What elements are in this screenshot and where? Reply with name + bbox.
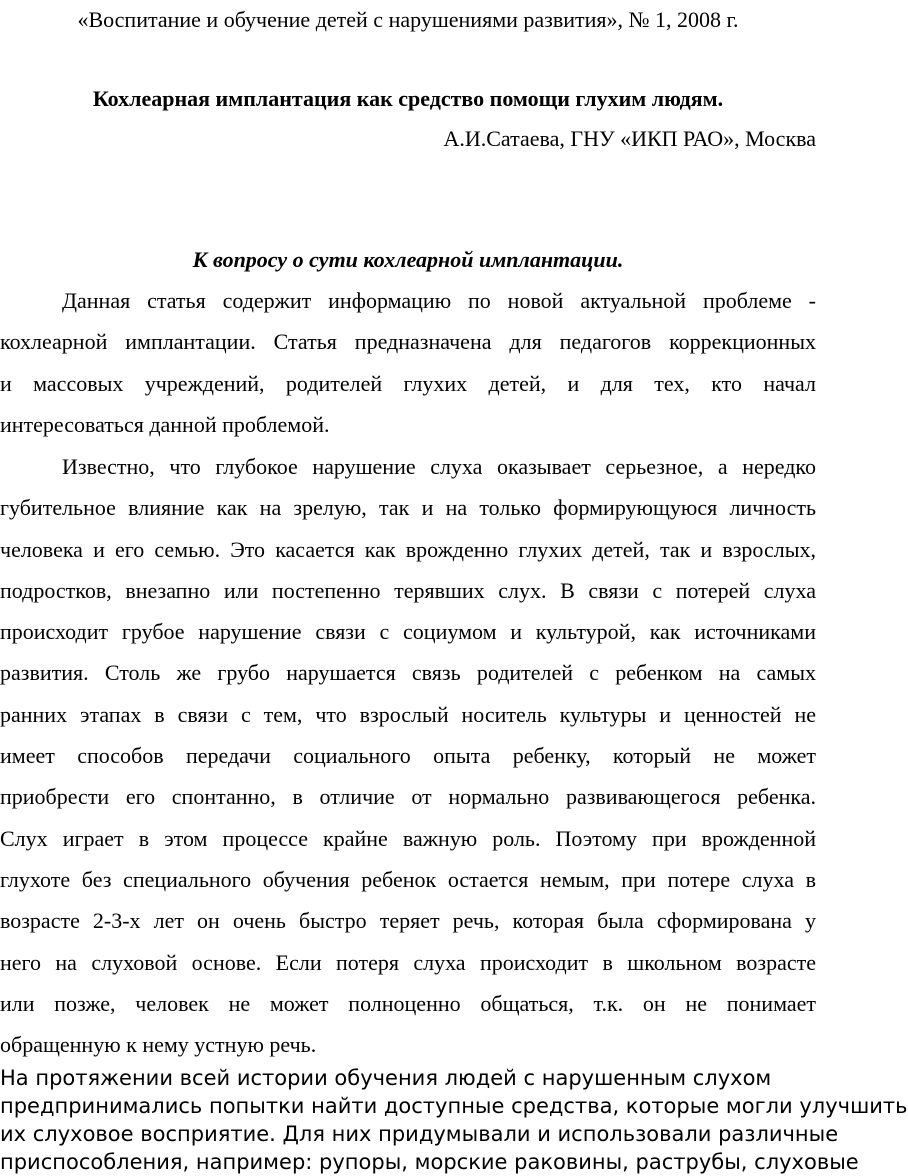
paragraph-line: губительное влияние как на зрелую, так и на только формирующуюся личность bbox=[0, 495, 816, 521]
article-title: Кохлеарная имплантация как средство помощи глухим людям. bbox=[92, 86, 724, 111]
paragraph-line: подростков, внезапно или постепенно терявших слух. В связи с потерей слуха bbox=[0, 577, 816, 603]
paragraph-line: ранних этапах в связи с тем, что взрослый носитель культуры и ценностей не bbox=[0, 701, 816, 727]
paragraph-line: их слуховое восприятие. Для них придумывали и использовали различные bbox=[0, 1122, 839, 1146]
paragraph-line: него на слуховой основе. Если потеря слуха происходит в школьном возрасте bbox=[0, 949, 816, 975]
paragraph-line: человека и его семью. Это касается как врожденно глухих детей, так и взрослых, bbox=[0, 536, 816, 562]
paragraph-line: глухоте без специального обучения ребенок остается немым, при потере слуха в bbox=[0, 866, 816, 892]
paragraph-hearing-loss bbox=[0, 446, 816, 1065]
paragraph-history bbox=[0, 1064, 908, 1176]
paragraph-line: происходит грубое нарушение связи с социумом и культурой, как источниками bbox=[0, 619, 816, 645]
paragraph-line: возрасте 2-3-х лет он очень быстро теряет речь, которая была сформирована у bbox=[0, 908, 816, 934]
paragraph-line: развития. Столь же грубо нарушается связь родителей с ребенком на самых bbox=[0, 660, 816, 686]
paragraph-line: предпринимались попытки найти доступные средства, которые могли улучшить bbox=[0, 1094, 908, 1118]
paragraph-line: приобрести его спонтанно, в отличие от нормально развивающегося ребенка. bbox=[0, 784, 816, 810]
section-title: К вопросу о сути кохлеарной имплантации. bbox=[192, 247, 624, 272]
paragraph-line: обращенную к нему устную речь. bbox=[0, 1032, 317, 1058]
paragraph-line: интересоваться данной проблемой. bbox=[0, 411, 330, 437]
paragraph-line: и массовых учреждений, родителей глухих детей, и для тех, кто начал bbox=[0, 370, 816, 396]
paragraph-line: приспособления, например: рупоры, морские раковины, раструбы, слуховые bbox=[0, 1150, 859, 1174]
journal-header: «Воспитание и обучение детей с нарушениями развития», № 1, 2008 г. bbox=[77, 7, 739, 32]
paragraph-line: Слух играет в этом процессе крайне важную роль. Поэтому при врожденной bbox=[0, 825, 816, 851]
paragraph-line: имеет способов передачи социального опыта ребенку, который не может bbox=[0, 743, 816, 769]
paragraph-line: На протяжении всей истории обучения людей с нарушенным слухом bbox=[0, 1066, 772, 1090]
paragraph-line: Данная статья содержит информацию по новой актуальной проблеме - bbox=[62, 288, 816, 313]
paragraph-intro bbox=[0, 280, 816, 445]
paragraph-line: кохлеарной имплантации. Статья предназначена для педагогов коррекционных bbox=[0, 329, 816, 355]
paragraph-line: или позже, человек не может полноценно общаться, т.к. он не понимает bbox=[0, 990, 816, 1016]
author-line: А.И.Сатаева, ГНУ «ИКП РАО», Москва bbox=[443, 126, 816, 151]
paragraph-line: Известно, что глубокое нарушение слуха оказывает серьезное, а нередко bbox=[62, 454, 816, 479]
